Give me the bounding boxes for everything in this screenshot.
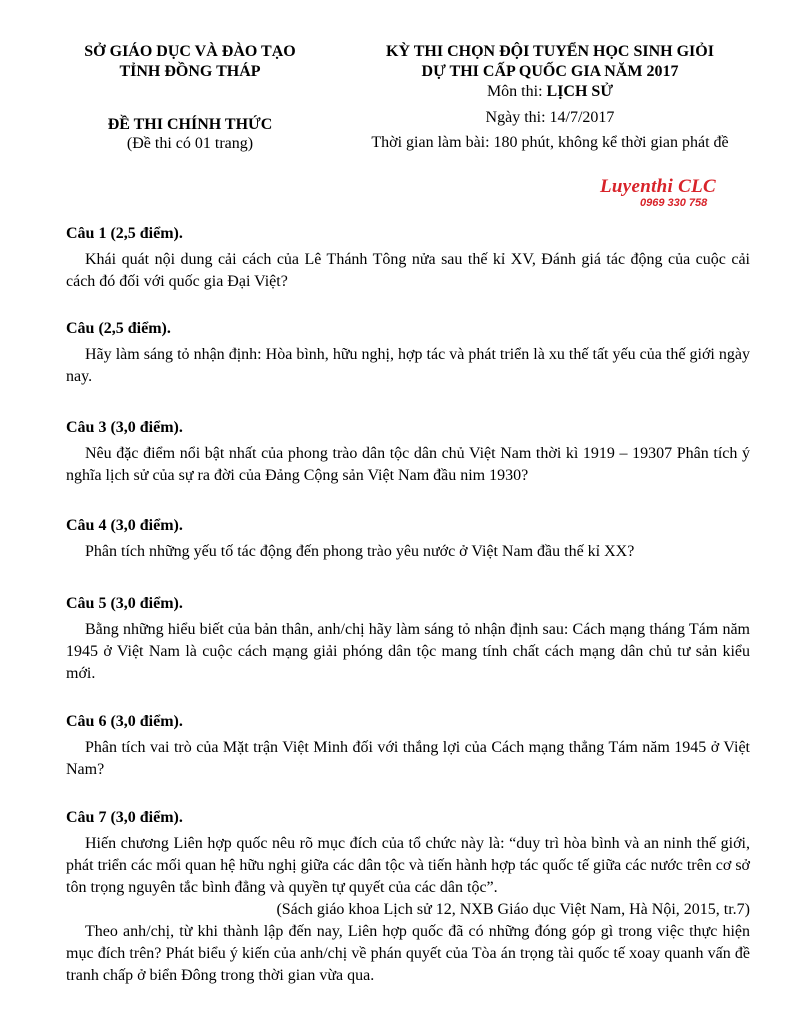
- question-body: [66, 344, 750, 388]
- question-title: Câu 5 (3,0 điểm).: [66, 595, 183, 612]
- question-body: [66, 541, 750, 563]
- question-2: [66, 319, 750, 388]
- question-title: Câu 7 (3,0 điểm).: [66, 809, 183, 826]
- question-1: [66, 224, 750, 293]
- question-body: [66, 833, 750, 987]
- department-name: SỞ GIÁO DỤC VÀ ĐÀO TẠO: [84, 43, 296, 60]
- question-text: Hãy làm sáng tỏ nhận định: Hòa bình, hữu nghị, hợp tác và phát triển là xu thế tất yếu của thế giới ngày nay.: [66, 346, 750, 385]
- question-title: Câu 3 (3,0 điểm).: [66, 419, 183, 436]
- question-body: [66, 249, 750, 293]
- question-3: [66, 418, 750, 487]
- province-name: TỈNH ĐỒNG THÁP: [119, 63, 261, 80]
- subject-name: LỊCH SỬ: [546, 83, 614, 100]
- question-7: [66, 808, 750, 987]
- question-body: [66, 443, 750, 487]
- question-text: Theo anh/chị, từ khi thành lập đến nay, Liên hợp quốc đã có những đóng góp gì trong việc thực hiện mục đích trên? Phát biểu ý kiến của anh/chị về phán quyết của Tòa án trọng tài quốc tế xoay quanh vấn đề tranh chấp ở biển Đông trong thời gian vừa qua.: [66, 923, 750, 984]
- question-body: [66, 737, 750, 781]
- question-text: Hiến chương Liên hợp quốc nêu rõ mục đích của tổ chức này là: “duy trì hòa bình và an ninh thế giới, phát triển các mối quan hệ hữu nghị giữa các dân tộc và tiến hành hợp tác quốc tế giữa các nước trên cơ sở tôn trọng nguyên tắc bình đẳng và quyền tự quyết của các dân tộc”.: [66, 835, 750, 896]
- question-text: Phân tích những yếu tố tác động đến phong trào yêu nước ở Việt Nam đầu thế kỉ XX?: [85, 543, 635, 560]
- exam-subject: [335, 82, 765, 102]
- exam-subtitle: DỰ THI CẤP QUỐC GIA NĂM 2017: [421, 63, 679, 80]
- question-6: [66, 712, 750, 781]
- official-exam-label: ĐỀ THI CHÍNH THỨC: [107, 116, 273, 133]
- quote-source: (Sách giáo khoa Lịch sử 12, NXB Giáo dục Việt Nam, Hà Nội, 2015, tr.7): [276, 901, 750, 918]
- watermark-logo: [600, 177, 750, 209]
- question-text: Bằng những hiểu biết của bản thân, anh/chị hãy làm sáng tỏ nhận định sau: Cách mạng tháng Tám năm 1945 ở Việt Nam là cuộc cách mạng giải phóng dân tộc mang tính chất cách mạng dân chủ tư sản kiểu mới.: [66, 621, 750, 682]
- subject-label: Môn thi:: [486, 83, 547, 100]
- watermark-title: Luyenthi CLC: [600, 176, 717, 197]
- exam-date: Ngày thi: 14/7/2017: [485, 109, 615, 126]
- question-5: [66, 594, 750, 685]
- question-4: [66, 516, 750, 563]
- watermark-phone: 0969 330 758: [640, 197, 708, 209]
- exam-duration: Thời gian làm bài: 180 phút, không kể thời gian phát đề: [371, 134, 729, 151]
- question-text: Nêu đặc điểm nổi bật nhất của phong trào dân tộc dân chủ Việt Nam thời kì 1919 – 19307 Phân tích ý nghĩa lịch sử của sự ra đời của Đảng Cộng sản Việt Nam đầu nim 1930?: [66, 445, 750, 484]
- page-count-note: (Đề thi có 01 trang): [126, 135, 254, 152]
- question-title: Câu 4 (3,0 điểm).: [66, 517, 183, 534]
- question-body: [66, 619, 750, 685]
- question-text: Phân tích vai trò của Mặt trận Việt Minh đối với thắng lợi của Cách mạng thẳng Tám năm 1945 ở Việt Nam?: [66, 739, 750, 778]
- question-title: Câu 6 (3,0 điểm).: [66, 713, 183, 730]
- exam-title: KỲ THI CHỌN ĐỘI TUYỂN HỌC SINH GIỎI: [386, 43, 714, 60]
- question-text: Khái quát nội dung cải cách của Lê Thánh Tông nửa sau thế kỉ XV, Đánh giá tác động của cuộc cải cách đó đối với quốc gia Đại Việt?: [66, 251, 750, 290]
- question-title: Câu 1 (2,5 điểm).: [66, 225, 183, 242]
- question-title: Câu (2,5 điểm).: [66, 320, 171, 337]
